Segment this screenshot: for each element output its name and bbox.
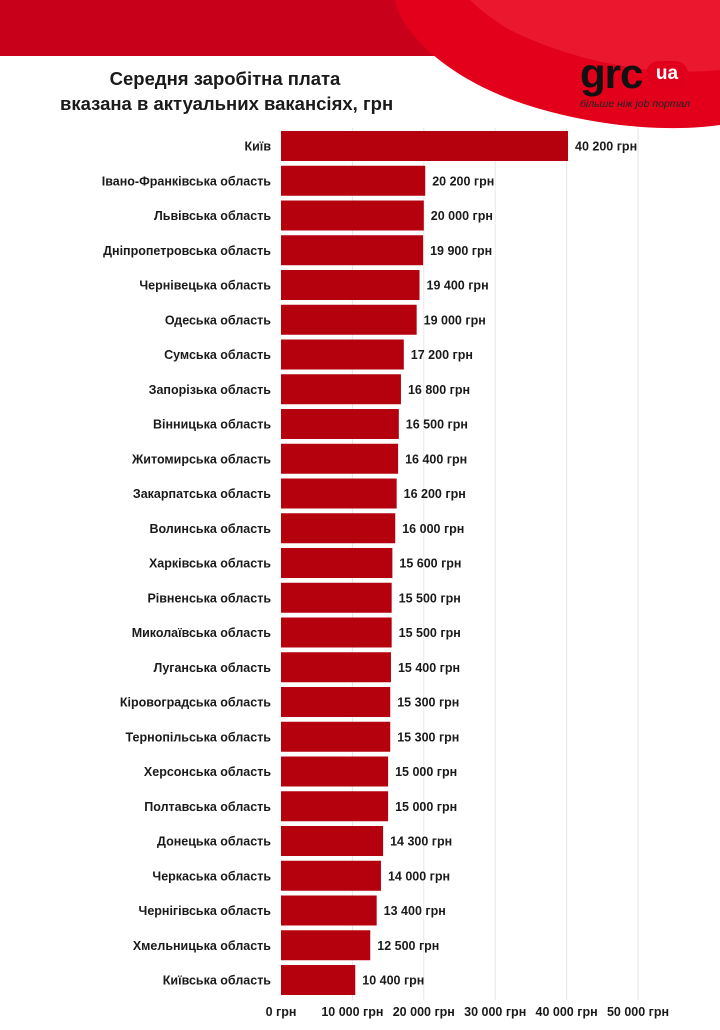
value-label: 40 200 грн [575,139,638,154]
value-label: 15 000 грн [395,765,458,779]
logo-badge: ua [646,61,688,87]
bar [281,826,383,856]
value-label: 15 400 грн [397,660,461,675]
x-tick-label: 10 000 грн [321,1005,384,1019]
bar [281,757,388,787]
value-label: 12 500 грн [377,938,440,953]
category-label: Херсонська область [143,765,271,779]
value-label: 19 000 грн [423,313,486,328]
category-label: Чернівецька область [139,278,271,293]
value-label: 19 400 грн [426,278,489,293]
category-label: Сумська область [164,348,271,362]
category-label: Рівненська область [147,591,271,606]
bar [281,513,395,543]
bar [281,479,397,509]
bar [281,305,417,335]
category-label: Донецька область [157,834,271,849]
bar [281,965,355,995]
value-label: 16 200 грн [403,487,466,501]
value-label: 19 900 грн [430,243,493,258]
bar [281,652,391,682]
category-label: Луганська область [153,660,271,675]
category-label: Київ [244,139,271,154]
value-label: 15 300 грн [397,730,460,745]
bar [281,166,425,196]
title-line-1: Середня заробітна плата [109,68,341,89]
category-label: Запорізька область [148,382,271,397]
category-label: Київська область [162,973,271,988]
category-label: Чернігівська область [138,904,271,918]
bar [281,201,424,231]
bar [281,444,398,474]
bar [281,722,390,752]
category-label: Харківська область [148,556,271,571]
bar [281,548,392,578]
logo-wordmark: grc [580,50,643,97]
category-label: Кіровоградська область [119,695,271,710]
category-label: Івано-Франківська область [101,174,271,189]
value-label: 10 400 грн [362,973,425,988]
value-label: 16 000 грн [402,521,465,536]
x-tick-label: 50 000 грн [606,1005,670,1019]
logo-tagline: більше ніж job портал [580,98,691,110]
value-label: 14 300 грн [390,834,453,849]
bar [281,374,401,404]
x-tick-label: 20 000 грн [392,1005,455,1019]
value-label: 20 200 грн [432,174,495,189]
value-label: 15 600 грн [399,556,462,571]
bar [281,131,568,161]
x-tick-label: 40 000 грн [535,1005,598,1019]
bar [281,340,404,370]
value-label: 13 400 грн [383,904,446,918]
bar [281,791,388,821]
x-tick-label: 30 000 грн [464,1005,527,1019]
category-label: Полтавська область [144,799,271,814]
category-label: Тернопільська область [125,730,271,745]
value-label: 15 500 грн [398,591,461,606]
category-label: Миколаївська область [131,626,271,640]
category-label: Львівська область [154,209,271,223]
category-label: Закарпатська область [132,487,271,501]
bar [281,270,420,300]
bar [281,583,392,613]
x-tick-label: 0 грн [265,1005,297,1019]
bar [281,896,377,926]
value-label: 15 300 грн [397,695,460,710]
bar [281,687,390,717]
value-label: 16 400 грн [405,452,468,467]
bar [281,235,423,265]
title-line-2: вказана в актуальних вакансіях, грн [60,93,394,114]
value-label: 20 000 грн [430,209,493,223]
bar [281,861,381,891]
category-label: Одеська область [164,313,271,328]
category-label: Черкаська область [152,869,271,884]
bar [281,618,392,648]
value-label: 15 500 грн [398,626,461,640]
category-label: Вінницька область [152,417,271,432]
bar [281,409,399,439]
bar [281,930,370,960]
category-label: Житомирська область [132,452,271,467]
category-label: Волинська область [149,521,271,536]
category-label: Дніпропетровська область [103,243,271,258]
category-label: Хмельницька область [132,938,271,953]
value-label: 15 000 грн [395,799,458,814]
value-label: 14 000 грн [387,869,451,884]
value-label: 17 200 грн [410,348,473,362]
value-label: 16 500 грн [405,417,468,432]
value-label: 16 800 грн [407,382,471,397]
